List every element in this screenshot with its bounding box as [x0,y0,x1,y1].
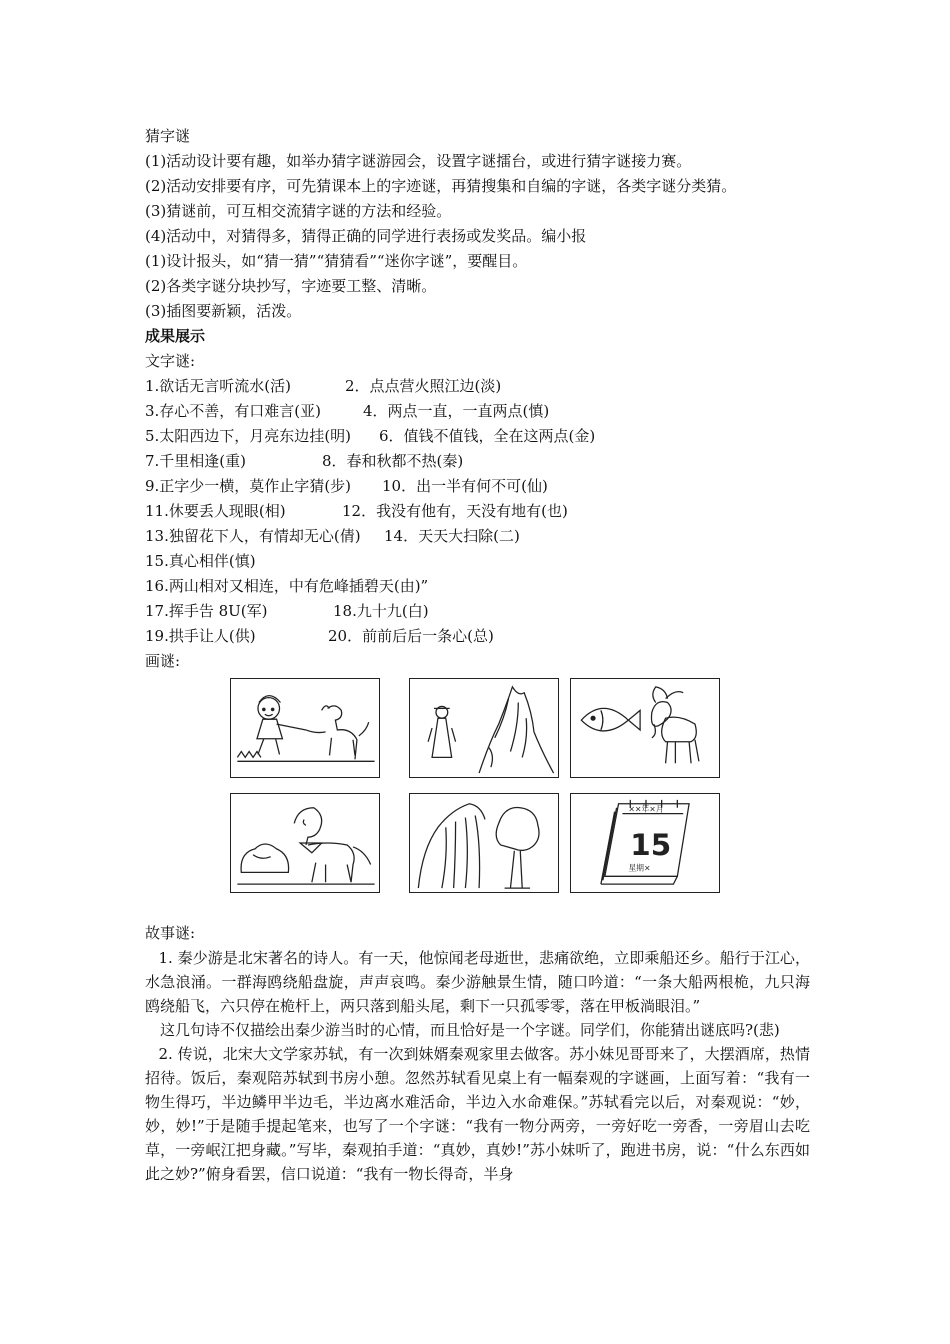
riddle-list [145,374,810,649]
guess-item-1: (1)活动设计要有趣，如举办猜字谜游园会，设置字谜擂台，或进行猜字谜接力赛。 [145,152,692,170]
riddle-left: 9.正字少一横，莫作止字猜(步) [145,477,352,495]
picture-rock-horse [230,793,380,893]
riddle-row [145,449,810,474]
riddle-left: 3.存心不善，有口难言(亚) [145,402,322,420]
riddle-row [145,574,810,599]
riddle-right: 8．春和秋都不热(秦) [322,452,464,470]
riddle-right: 12．我没有他有，天没有地有(也) [342,502,568,520]
story-paragraph: 1. 秦少游是北宋著名的诗人。有一天，他惊闻老母逝世，悲痛欲绝，立即乘船还乡。船行于江心，水急浪涌。一群海鸥绕船盘旋，声声哀鸣。秦少游触景生情，随口吟道：“一条大船两根桅，九只海鸥绕船飞，六只停在桅杆上，两只落到船头尾，剩下一只孤零零，落在甲板淌眼泪。” [145,949,810,1015]
riddle-row [145,524,810,549]
riddle-right: 20．前前后后一条心(总) [328,627,494,645]
story-section [145,946,810,1186]
riddle-left: 13.独留花下人，有情却无心(倩) [145,527,361,545]
calendar-week: 星期× [628,863,651,873]
riddle-left: 16.两山相对又相连，中有危峰插碧天(由)” [145,577,429,595]
riddle-left: 1.欲话无言听流水(活) [145,377,292,395]
guess-item-3: (3)猜谜前，可互相交流猜字谜的方法和经验。 [145,202,452,220]
riddle-right: 14．天天大扫除(二) [384,527,520,545]
picture-riddle-grid [145,678,810,913]
rock-horse-drawing [231,794,379,892]
riddle-left: 15.真心相伴(慎) [145,552,256,570]
riddle-row [145,624,810,649]
man-mountain-drawing [410,679,558,777]
section-title-results: 成果展示 [145,327,206,345]
picture-fish-goat [570,678,720,778]
picture-man-mountain [409,678,559,778]
picture-waterfall-tree [409,793,559,893]
riddle-right: 10．出一半有何不可(仙) [382,477,548,495]
calendar-day: 15 [630,827,672,862]
riddle-right: 6．值钱不值钱，全在这两点(金) [379,427,596,445]
word-riddle-title: 文字谜: [145,352,196,370]
picture-girl-dog [230,678,380,778]
section-title-guess: 猜字谜 [145,127,191,145]
riddle-left: 5.太阳西边下，月亮东边挂(明) [145,427,352,445]
guess-item-4: (4)活动中，对猜得多，猜得正确的同学进行表扬或发奖品。编小报 [145,227,587,245]
riddle-left: 19.拱手让人(供) [145,627,256,645]
girl-dog-drawing [231,679,379,777]
riddle-row [145,499,810,524]
calendar-header: ××年×月 [628,804,664,814]
riddle-left: 17.挥手告 8U(军) [145,602,268,620]
waterfall-tree-drawing [410,794,558,892]
riddle-row [145,599,810,624]
paper-item-2: (2)各类字谜分块抄写，字迹要工整、清晰。 [145,277,437,295]
calendar-drawing [571,794,719,892]
riddle-left: 7.千里相逢(重) [145,452,247,470]
riddle-left: 11.休要丢人现眼(相) [145,502,286,520]
story-paragraph: 2. 传说，北宋大文学家苏轼，有一次到妹婿秦观家里去做客。苏小妹见哥哥来了，大摆酒席，热情招待。饭后，秦观陪苏轼到书房小憩。忽然苏轼看见桌上有一幅秦观的字谜画，上面写着：“我有一物生得巧，半边鳞甲半边毛，半边离水难活命，半边入水命难保。”苏轼看完以后，对秦观说：“妙，妙，妙!”于是随手提起笔来，也写了一个字谜：“我有一物分两旁，一旁好吃一旁香，一旁眉山去吃草，一旁岷江把身藏。”写毕，秦观拍手道：“真妙，真妙!”苏小妹听了，跑进书房，说：“什么东西如此之妙?”俯身看罢，信口说道：“我有一物长得奇，半身 [145,1045,810,1183]
document-page [145,124,810,1186]
riddle-row [145,374,810,399]
riddle-row [145,549,810,574]
story-riddle-title: 故事谜: [145,924,196,942]
story-paragraph: 这几句诗不仅描绘出秦少游当时的心情，而且恰好是一个字谜。同学们，你能猜出谜底吗?(悲) [160,1021,780,1039]
riddle-row [145,424,810,449]
riddle-row [145,399,810,424]
fish-goat-drawing [571,679,719,777]
guess-item-2: (2)活动安排要有序，可先猜课本上的字迹谜，再猜搜集和自编的字谜，各类字谜分类猜。 [145,177,737,195]
picture-riddle-title: 画谜: [145,652,181,670]
riddle-right: 2．点点营火照江边(淡) [345,377,502,395]
riddle-row [145,474,810,499]
paper-item-3: (3)插图要新颖，活泼。 [145,302,302,320]
paper-item-1: (1)设计报头，如“猜一猜”“猜猜看”“迷你字谜”，要醒目。 [145,252,528,270]
riddle-right: 18.九十九(白) [333,602,429,620]
picture-calendar [570,793,720,893]
riddle-right: 4．两点一直，一直两点(慎) [363,402,550,420]
